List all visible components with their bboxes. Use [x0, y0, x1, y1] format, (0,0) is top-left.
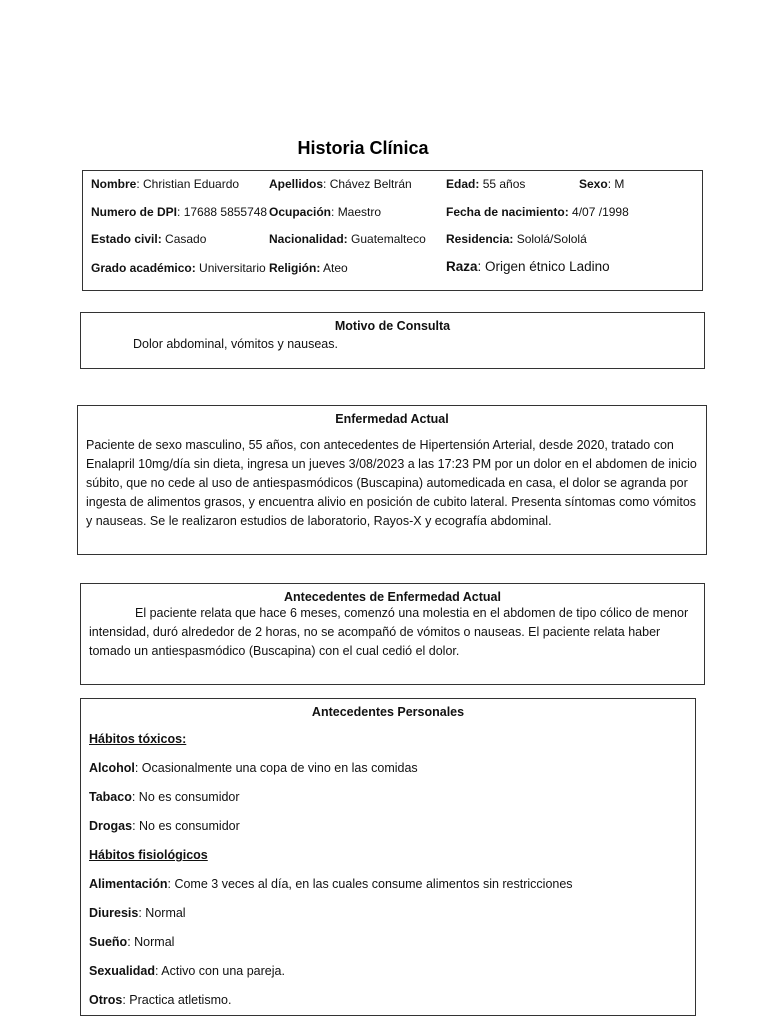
page-title: Historia Clínica: [297, 138, 429, 158]
others-value: Practica atletismo.: [129, 993, 232, 1007]
diet-value: Come 3 veces al día, en las cuales consume alimentos sin restricciones: [174, 877, 573, 891]
patient-nationality-field: Nacionalidad: Guatemalteco: [269, 232, 426, 246]
patient-residence-field: Residencia: Sololá/Sololá: [446, 232, 587, 246]
patient-nationality-value: Guatemalteco: [351, 232, 426, 246]
patient-occupation-value: Maestro: [337, 205, 382, 219]
chief-complaint-title: Motivo de Consulta: [334, 319, 451, 333]
others-row: Otros: Practica atletismo.: [89, 993, 232, 1007]
patient-age-value: 55 años: [482, 177, 526, 191]
illness-history-box: [80, 583, 705, 685]
current-illness-box: [77, 405, 707, 555]
patient-surname-field: Apellidos: Chávez Beltrán: [269, 177, 412, 191]
patient-religion-field: Religión: Ateo: [269, 261, 348, 275]
illness-history-text: El paciente relata que hace 6 meses, comenzó una molestia en el abdomen de tipo cólico de menor intensidad, duró alrededor de 2 horas, no se acompañó de vómitos o nauseas. El paciente relata haber tomado un antiespasmódico (Buscapina) con el cual cedió el dolor.: [89, 606, 689, 658]
physiological-habits-heading: Hábitos fisiológicos: [89, 848, 208, 862]
patient-dpi-value: 17688 5855748: [183, 205, 268, 219]
sleep-row: Sueño: Normal: [89, 935, 175, 949]
patient-race-value: Origen étnico Ladino: [485, 259, 610, 274]
patient-marital-value: Casado: [165, 232, 207, 246]
current-illness-text: Paciente de sexo masculino, 55 años, con antecedentes de Hipertensión Arterial, desde 2020, tratado con Enalapril 10mg/día sin dieta, ingresa un jueves 3/08/2023 a las 17:23 PM por un dolor en el abdomen de inicio súbito, que no cede al uso de antiespasmódicos (Buscapina) automedicada en casa, el dolor se agranda por ingesta de alimentos grasos, y encuentra alivio en posición de cubito lateral. Presenta síntomas como vómitos y nauseas. Se le realizaron estudios de laboratorio, Rayos-X y ecografía abdominal.: [86, 438, 697, 528]
patient-sex-field: Sexo: M: [579, 177, 625, 191]
drugs-row: Drogas: No es consumidor: [89, 819, 240, 833]
patient-education-value: Universitario: [199, 261, 266, 275]
patient-religion-value: Ateo: [323, 261, 348, 275]
drugs-value: No es consumidor: [139, 819, 240, 833]
personal-history-box: [80, 698, 696, 1016]
patient-education-field: Grado académico: Universitario: [91, 261, 266, 275]
sleep-value: Normal: [134, 935, 175, 949]
current-illness-title: Enfermedad Actual: [335, 412, 449, 426]
patient-dpi-field: Numero de DPI: 17688 5855748: [91, 205, 268, 219]
patient-sex-value: M: [614, 177, 625, 191]
patient-occupation-field: Ocupación: Maestro: [269, 205, 382, 219]
chief-complaint-text: Dolor abdominal, vómitos y nauseas.: [133, 337, 338, 351]
patient-name-field: Nombre: Christian Eduardo: [91, 177, 240, 191]
sexuality-value: Activo con una pareja.: [161, 964, 285, 978]
patient-residence-value: Sololá/Sololá: [516, 232, 587, 246]
tobacco-row: Tabaco: No es consumidor: [89, 790, 240, 804]
toxic-habits-heading: Hábitos tóxicos:: [89, 732, 187, 746]
alcohol-value: Ocasionalmente una copa de vino en las comidas: [141, 761, 418, 775]
diuresis-row: Diuresis: Normal: [89, 906, 186, 920]
patient-birthdate-value: 4/07 /1998: [572, 205, 629, 219]
patient-surname-value: Chávez Beltrán: [329, 177, 412, 191]
tobacco-value: No es consumidor: [138, 790, 240, 804]
patient-marital-field: Estado civil: Casado: [91, 232, 207, 246]
illness-history-title: Antecedentes de Enfermedad Actual: [284, 590, 501, 604]
personal-history-title: Antecedentes Personales: [311, 705, 465, 719]
patient-birthdate-field: Fecha de nacimiento: 4/07 /1998: [446, 205, 629, 219]
chief-complaint-box: [80, 312, 705, 369]
sexuality-row: Sexualidad: Activo con una pareja.: [89, 964, 285, 978]
diet-row: Alimentación: Come 3 veces al día, en las cuales consume alimentos sin restricciones: [89, 877, 573, 891]
patient-info-box: [82, 170, 703, 291]
patient-name-value: Christian Eduardo: [143, 177, 240, 191]
patient-race-field: Raza: Origen étnico Ladino: [446, 259, 610, 274]
patient-age-field: Edad: 55 años: [446, 177, 526, 191]
diuresis-value: Normal: [145, 906, 186, 920]
alcohol-row: Alcohol: Ocasionalmente una copa de vino en las comidas: [89, 761, 418, 775]
